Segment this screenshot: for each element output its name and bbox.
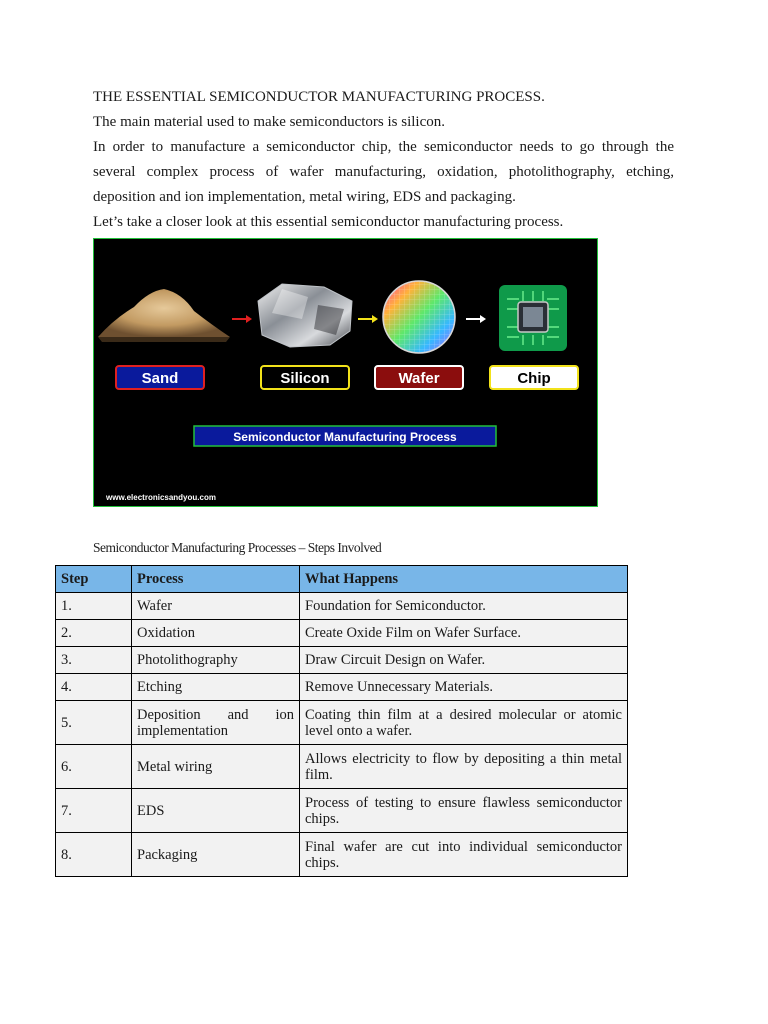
chip-label: Chip (517, 370, 551, 387)
process-cell: Packaging (132, 833, 300, 877)
arrow-icon (466, 315, 486, 323)
sand-label: Sand (141, 370, 179, 387)
paragraph-line: deposition and ion implementation, metal wiring, EDS and packaging. (93, 189, 516, 205)
silicon-icon (258, 284, 352, 347)
silicon-label: Silicon (280, 370, 330, 387)
arrow-icon (232, 315, 252, 323)
wafer-label: Wafer (398, 370, 440, 387)
paragraph-line: several complex process of wafer manufacturing, oxidation, photolithography, etching, (93, 164, 674, 180)
step-cell: 1. (56, 593, 132, 620)
table-caption: Semiconductor Manufacturing Processes – Steps Involved (93, 540, 382, 555)
process-cell: EDS (132, 789, 300, 833)
table-row (56, 674, 628, 701)
process-figure (93, 238, 598, 507)
wafer-icon (383, 281, 455, 353)
what-cell: Remove Unnecessary Materials. (300, 674, 628, 701)
document-title: THE ESSENTIAL SEMICONDUCTOR MANUFACTURING PROCESS. (93, 89, 545, 105)
step-cell: 8. (56, 833, 132, 877)
process-cell: Oxidation (132, 620, 300, 647)
step-cell: 6. (56, 745, 132, 789)
process-banner (194, 426, 496, 446)
paragraph-line: In order to manufacture a semiconductor chip, the semiconductor needs to go through the (93, 139, 674, 155)
table-row (56, 620, 628, 647)
table-row (56, 745, 628, 789)
header-step: Step (56, 566, 132, 593)
what-cell: Allows electricity to flow by depositing a thin metal film. (300, 745, 628, 789)
table-row (56, 593, 628, 620)
what-cell: Process of testing to ensure flawless semiconductor chips. (300, 789, 628, 833)
chip-icon (499, 285, 567, 351)
table-row (56, 789, 628, 833)
table-row (56, 647, 628, 674)
wafer-label-box (375, 366, 463, 389)
header-process: Process (132, 566, 300, 593)
table-header-row (56, 566, 628, 593)
process-table (55, 565, 628, 877)
process-cell: Metal wiring (132, 745, 300, 789)
step-cell: 7. (56, 789, 132, 833)
table-row (56, 701, 628, 745)
step-cell: 2. (56, 620, 132, 647)
chip-label-box (490, 366, 578, 389)
process-cell: Photolithography (132, 647, 300, 674)
what-cell: Foundation for Semiconductor. (300, 593, 628, 620)
what-cell: Create Oxide Film on Wafer Surface. (300, 620, 628, 647)
intro-line: The main material used to make semiconductors is silicon. (93, 114, 445, 130)
watermark: www.electronicsandyou.com (106, 493, 216, 502)
arrow-icon (358, 315, 378, 323)
process-cell: Wafer (132, 593, 300, 620)
header-what-happens: What Happens (300, 566, 628, 593)
what-cell: Draw Circuit Design on Wafer. (300, 647, 628, 674)
silicon-label-box (261, 366, 349, 389)
process-cell: Deposition and ion implementation (132, 701, 300, 745)
sand-icon (98, 289, 230, 342)
table-row (56, 833, 628, 877)
closer-line: Let’s take a closer look at this essential semiconductor manufacturing process. (93, 214, 564, 230)
step-cell: 5. (56, 701, 132, 745)
banner-text: Semiconductor Manufacturing Process (233, 430, 457, 444)
what-cell: Final wafer are cut into individual semiconductor chips. (300, 833, 628, 877)
step-cell: 3. (56, 647, 132, 674)
what-cell: Coating thin film at a desired molecular or atomic level onto a wafer. (300, 701, 628, 745)
step-cell: 4. (56, 674, 132, 701)
process-cell: Etching (132, 674, 300, 701)
sand-label-box (116, 366, 204, 389)
